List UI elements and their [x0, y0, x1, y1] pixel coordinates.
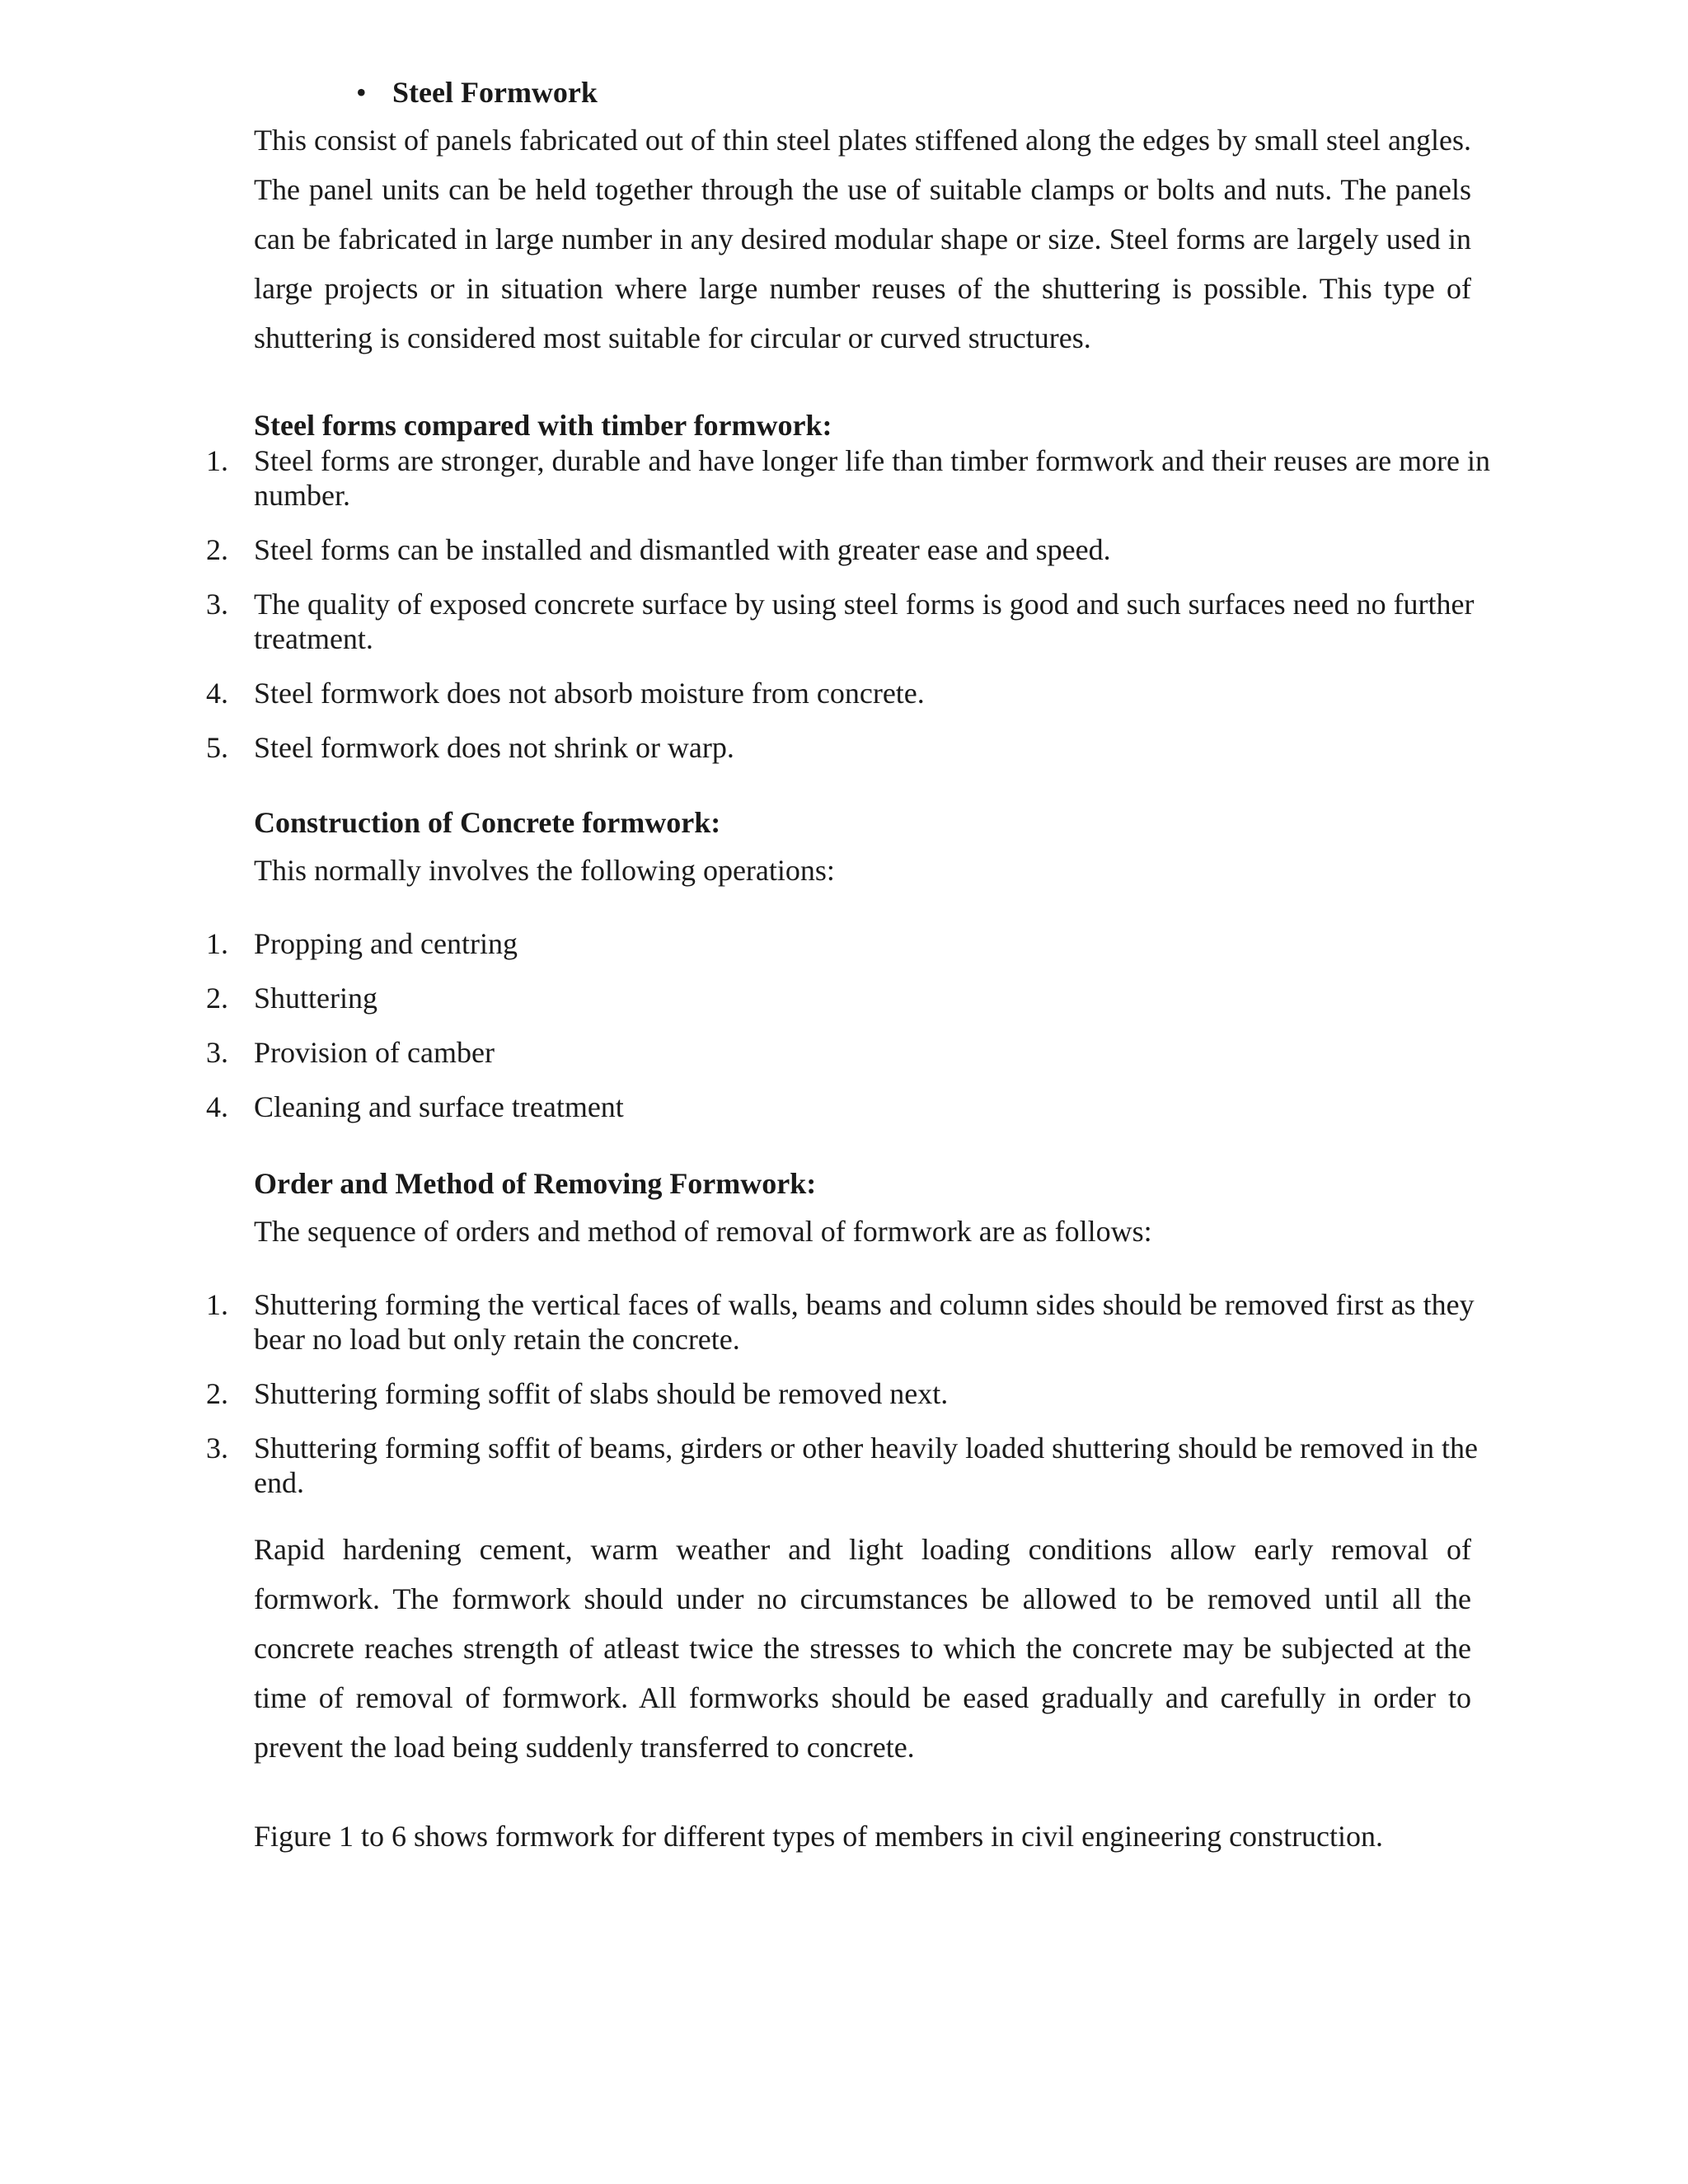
list-item — [206, 1035, 1492, 1070]
list-item-text: Cleaning and surface treatment — [254, 1090, 624, 1123]
list-number: 1. — [206, 1288, 228, 1321]
list-number: 1. — [206, 927, 228, 960]
list-number: 5. — [206, 731, 228, 764]
list-number: 4. — [206, 677, 228, 710]
figure-note: Figure 1 to 6 shows formwork for different types of members in civil engineering construction. — [254, 1820, 1384, 1853]
list-item-text: Provision of camber — [254, 1036, 495, 1069]
construction-list — [206, 926, 1492, 1124]
list-item — [206, 443, 1492, 513]
list-item-text: Shuttering — [254, 982, 377, 1015]
list-item-text: Steel forms are stronger, durable and have longer life than timber formwork and their reuses are more in number. — [254, 444, 1491, 512]
list-item-text: Steel formwork does not shrink or warp. — [254, 731, 734, 764]
list-item — [206, 1090, 1492, 1124]
steel-description-paragraph: This consist of panels fabricated out of thin steel plates stiffened along the edges by small steel angles. The panel units can be held together through the use of suitable clamps or bolts and nuts. The panels can be fabricated in large number in any desired modular shape or size. Steel forms are largely used in large projects or in situation where large number reuses of the shuttering is possible. This type of shuttering is considered most suitable for circular or curved structures. — [254, 124, 1471, 354]
comparison-list — [206, 443, 1492, 765]
removal-heading: Order and Method of Removing Formwork: — [254, 1167, 817, 1200]
list-number: 1. — [206, 444, 228, 477]
section-title-text: Steel Formwork — [392, 76, 598, 109]
construction-heading: Construction of Concrete formwork: — [254, 806, 721, 839]
list-number: 3. — [206, 1036, 228, 1069]
removal-list — [206, 1287, 1492, 1500]
list-item — [206, 1376, 1492, 1411]
list-item — [206, 676, 1492, 710]
list-item — [206, 587, 1492, 656]
list-number: 2. — [206, 1377, 228, 1410]
list-item — [206, 532, 1492, 567]
bullet-icon: • — [356, 76, 367, 109]
list-item-text: Shuttering forming soffit of slabs should be removed next. — [254, 1377, 949, 1410]
list-number: 3. — [206, 1432, 228, 1465]
section-title-steel-formwork — [356, 73, 598, 112]
list-item — [206, 926, 1492, 961]
list-number: 2. — [206, 533, 228, 566]
list-number: 2. — [206, 982, 228, 1015]
removal-intro: The sequence of orders and method of removal of formwork are as follows: — [254, 1215, 1152, 1248]
list-item-text: The quality of exposed concrete surface by using steel forms is good and such surfaces need no further treatment. — [254, 588, 1475, 655]
list-item — [206, 1287, 1492, 1357]
list-number: 4. — [206, 1090, 228, 1123]
comparison-heading: Steel forms compared with timber formwork: — [254, 409, 832, 442]
list-item-text: Shuttering forming the vertical faces of walls, beams and column sides should be removed first as they bear no load but only retain the concrete. — [254, 1288, 1475, 1356]
list-item — [206, 1431, 1492, 1500]
list-item — [206, 981, 1492, 1015]
list-item-text: Shuttering forming soffit of beams, girders or other heavily loaded shuttering should be removed in the end. — [254, 1432, 1479, 1499]
removal-note-paragraph: Rapid hardening cement, warm weather and light loading conditions allow early removal of formwork. The formwork should under no circumstances be allowed to be removed until all the concrete reaches strength of atleast twice the stresses to which the concrete may be subjected at the time of removal of formwork. All formworks should be eased gradually and carefully in order to prevent the load being suddenly transferred to concrete. — [254, 1533, 1471, 1764]
list-item-text: Propping and centring — [254, 927, 518, 960]
list-item — [206, 730, 1492, 765]
list-item-text: Steel forms can be installed and dismantled with greater ease and speed. — [254, 533, 1111, 566]
list-item-text: Steel formwork does not absorb moisture from concrete. — [254, 677, 925, 710]
construction-intro: This normally involves the following operations: — [254, 854, 835, 887]
list-number: 3. — [206, 588, 228, 621]
